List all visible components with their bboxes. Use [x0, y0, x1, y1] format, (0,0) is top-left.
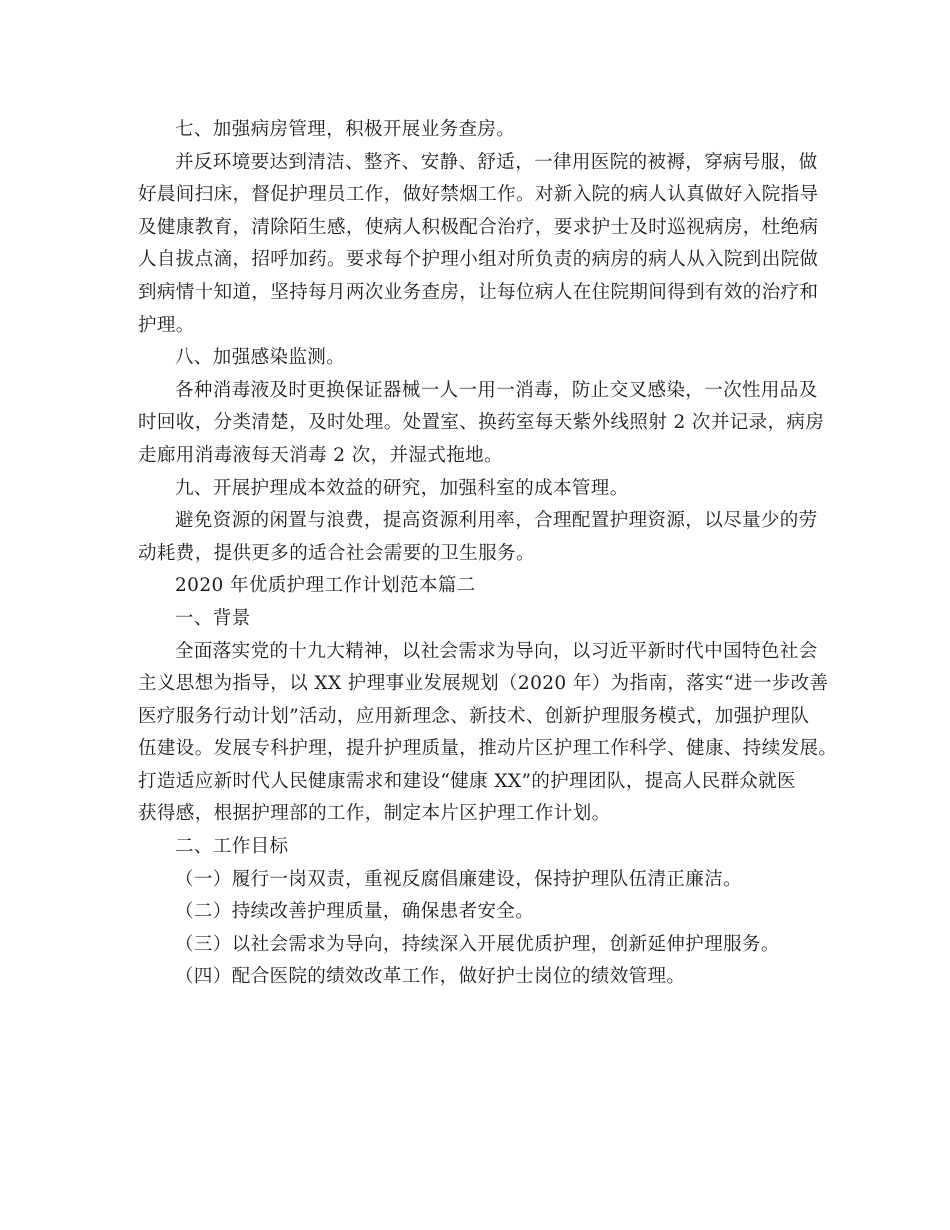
section-heading-7: [138, 114, 828, 147]
text-line: （四）配合医院的绩效改革工作，做好护士岗位的绩效管理。: [175, 966, 686, 988]
text-line: （三）以社会需求为导向，持续深入开展优质护理，创新延伸护理服务。: [175, 933, 780, 955]
text-line: 打造适应新时代人民健康需求和建设“健康 XX”的护理团队，提高人民群众就医: [138, 770, 796, 792]
body-paragraph-background: [138, 636, 838, 832]
text-line: 一、背景: [175, 607, 251, 629]
text-line: 八、加强感染监测。: [175, 347, 346, 369]
text-line: 2020 年优质护理工作计划范本篇二: [175, 575, 476, 597]
text-line: 避免资源的闲置与浪费，提高资源利用率，合理配置护理资源，以尽量少的劳: [175, 510, 818, 532]
text-line: 主义思想为指导，以 XX 护理事业发展规划（2020 年）为指南，落实“进一步改善: [138, 673, 829, 695]
text-line: 好晨间扫床，督促护理员工作，做好禁烟工作。对新入院的病人认真做好入院指导: [138, 184, 819, 206]
body-paragraph-infection-monitoring: [138, 375, 828, 473]
article-title-part-two: [138, 570, 828, 603]
goal-item-4: [138, 961, 828, 994]
body-paragraph-ward-management: [138, 147, 828, 343]
text-line: 获得感，根据护理部的工作，制定本片区护理工作计划。: [138, 803, 611, 825]
text-line: 护理。: [138, 314, 195, 336]
text-line: 医疗服务行动计划”活动，应用新理念、新技术、创新护理服务模式，加强护理队: [138, 705, 810, 727]
text-line: 伍建设。发展专科护理，提升护理质量，推动片区护理工作科学、健康、持续发展。: [138, 738, 838, 760]
text-line: 九、开展护理成本效益的研究，加强科室的成本管理。: [175, 477, 629, 499]
goal-item-2: [138, 896, 828, 929]
text-line: 七、加强病房管理，积极开展业务查房。: [175, 119, 516, 140]
section-heading-goals: [138, 831, 828, 864]
text-line: 动耗费，提供更多的适合社会需要的卫生服务。: [138, 542, 535, 564]
goal-item-1: [138, 864, 828, 897]
text-line: 各种消毒液及时更换保证器械一人一用一消毒，防止交叉感染，一次性用品及: [175, 379, 818, 401]
goal-item-3: [138, 929, 828, 962]
section-heading-8: [138, 342, 828, 375]
text-line: 走廊用消毒液每天消毒 2 次，并湿式拖地。: [138, 444, 503, 466]
text-line: 并反环境要达到清洁、整齐、安静、舒适，一律用医院的被褥，穿病号服，做: [175, 151, 818, 173]
body-paragraph-cost-management: [138, 505, 828, 570]
section-heading-9: [138, 473, 828, 506]
text-line: 及健康教育，清除陌生感，使病人积极配合治疗，要求护士及时巡视病房，杜绝病: [138, 216, 819, 238]
section-heading-background: [138, 603, 828, 636]
text-line: （一）履行一岗双责，重视反腐倡廉建设，保持护理队伍清正廉洁。: [175, 868, 743, 890]
text-line: 时回收，分类清楚，及时处理。处置室、换药室每天紫外线照射 2 次并记录，病房: [138, 412, 825, 434]
text-line: （二）持续改善护理质量，确保患者安全。: [175, 901, 535, 923]
text-line: 二、工作目标: [175, 836, 289, 858]
document-page: [138, 114, 838, 994]
text-line: 人自拔点滴，招呼加药。要求每个护理小组对所负责的病房的病人从入院到出院做: [138, 249, 819, 271]
text-line: 到病情十知道，坚持每月两次业务查房，让每位病人在住院期间得到有效的治疗和: [138, 281, 819, 303]
text-line: 全面落实党的十九大精神，以社会需求为导向，以习近平新时代中国特色社会: [175, 640, 818, 662]
